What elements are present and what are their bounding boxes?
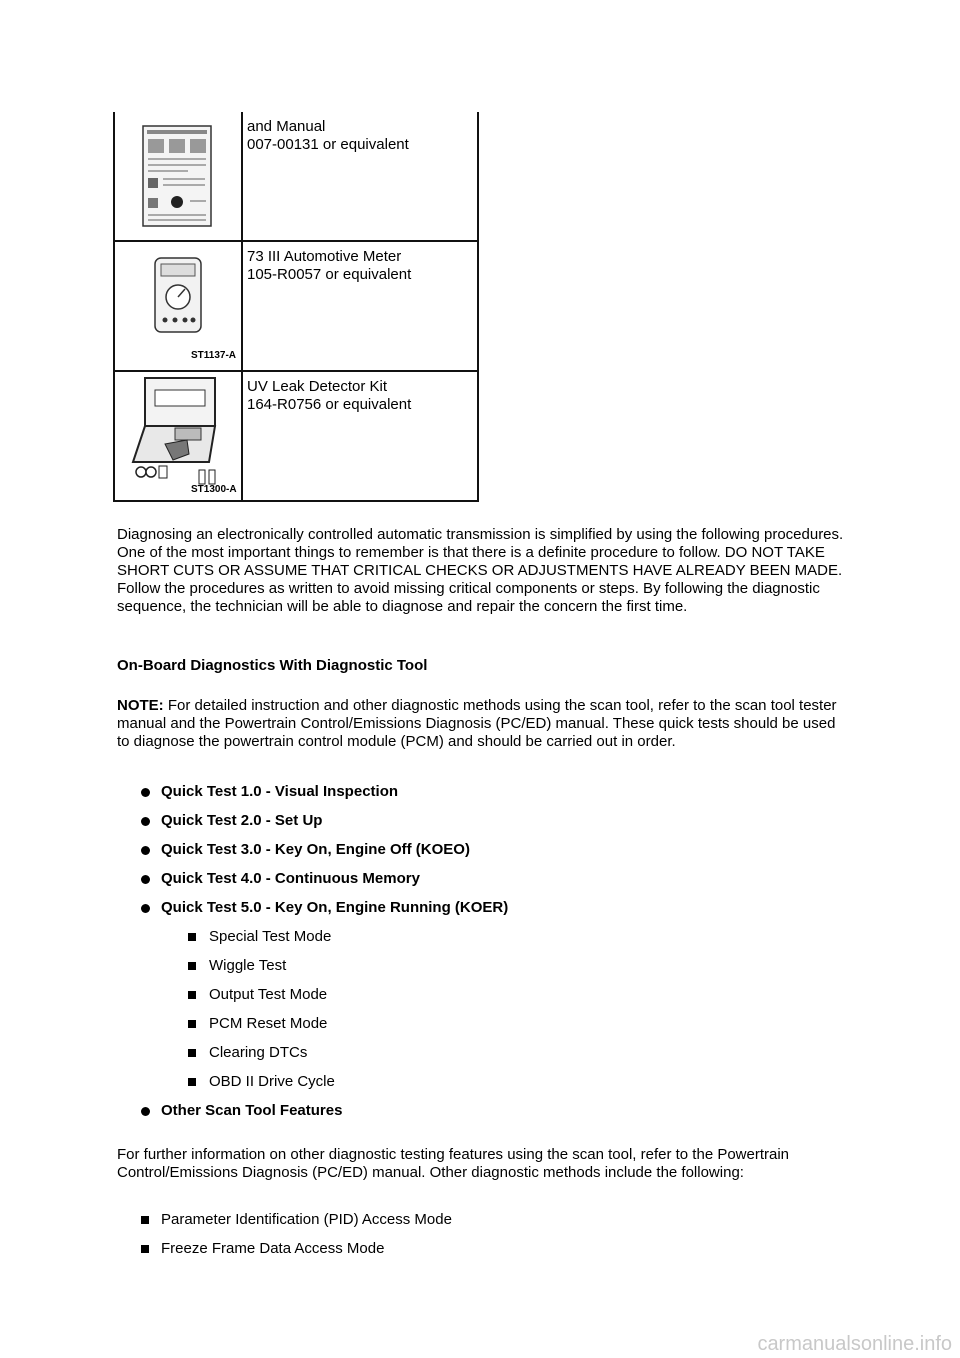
section-heading: On-Board Diagnostics With Diagnostic Tool	[117, 657, 428, 674]
list-subitem: Special Test Mode	[140, 928, 508, 957]
tool-image-cell	[114, 241, 242, 371]
list-item: Quick Test 2.0 - Set Up	[140, 812, 508, 841]
intro-paragraph: Diagnosing an electronically controlled automatic transmission is simplified by using the following procedures. One of the most important things to remember is that there is a definite procedure to follow. DO NOT TAKE SHORT CUTS OR ASSUME THAT CRITICAL CHECKS OR ADJUSTMENTS HAVE ALREADY BEEN MADE. Follow the procedures as written to avoid missing critical components or steps. By following the diagnostic sequence, the technician will be able to diagnose and repair the concern the first time.	[117, 526, 844, 615]
uv-leak-detector-image-icon	[115, 372, 241, 500]
tool-name: UV Leak Detector Kit	[247, 378, 388, 395]
list-item: Parameter Identification (PID) Access Mode	[140, 1211, 452, 1240]
note-paragraph	[117, 697, 845, 751]
quick-test-list	[140, 783, 508, 1131]
tool-name: 73 III Automotive Meter	[247, 248, 402, 265]
tool-code: 105-R0057 or equivalent	[247, 266, 412, 283]
tool-description	[242, 371, 478, 501]
other-methods-list	[140, 1211, 452, 1269]
footer-watermark: carmanualsonline.info	[757, 1333, 952, 1355]
list-item: Quick Test 5.0 - Key On, Engine Running (KOER)	[140, 899, 508, 928]
list-item: Quick Test 4.0 - Continuous Memory	[140, 870, 508, 899]
list-subitem: OBD II Drive Cycle	[140, 1073, 508, 1102]
special-tools-table	[113, 112, 479, 502]
tool-row	[114, 371, 478, 501]
tool-code: 007-00131 or equivalent	[247, 136, 409, 153]
note-label: NOTE:	[117, 697, 164, 714]
tool-code: 164-R0756 or equivalent	[247, 396, 412, 413]
list-item: Quick Test 1.0 - Visual Inspection	[140, 783, 508, 812]
tool-description	[242, 112, 478, 241]
list-subitem: Wiggle Test	[140, 957, 508, 986]
tool-description	[242, 241, 478, 371]
list-subitem: Clearing DTCs	[140, 1044, 508, 1073]
tool-image-cell	[114, 371, 242, 501]
tool-image-label: ST1300-A	[191, 484, 237, 495]
list-item: Other Scan Tool Features	[140, 1102, 508, 1131]
tool-row	[114, 241, 478, 371]
list-item: Freeze Frame Data Access Mode	[140, 1240, 452, 1269]
further-info-paragraph: For further information on other diagnostic testing features using the scan tool, refer to the Powertrain Control/Emissions Diagnosis (PC/ED) manual. Other diagnostic methods include the following:	[117, 1146, 790, 1181]
manual-image-icon	[115, 112, 241, 240]
list-subitem: PCM Reset Mode	[140, 1015, 508, 1044]
list-subitem: Output Test Mode	[140, 986, 508, 1015]
tool-row	[114, 112, 478, 241]
multimeter-image-icon	[115, 242, 241, 370]
list-item: Quick Test 3.0 - Key On, Engine Off (KOEO)	[140, 841, 508, 870]
tool-image-cell	[114, 112, 242, 241]
note-text: For detailed instruction and other diagnostic methods using the scan tool, refer to the scan tool tester manual and the Powertrain Control/Emissions Diagnosis (PC/ED) manual. These quick tests should be used to diagnose the powertrain control module (PCM) and should be carried out in order.	[117, 697, 837, 750]
tool-image-label: ST1137-A	[191, 350, 237, 361]
tool-name: and Manual	[247, 118, 326, 135]
